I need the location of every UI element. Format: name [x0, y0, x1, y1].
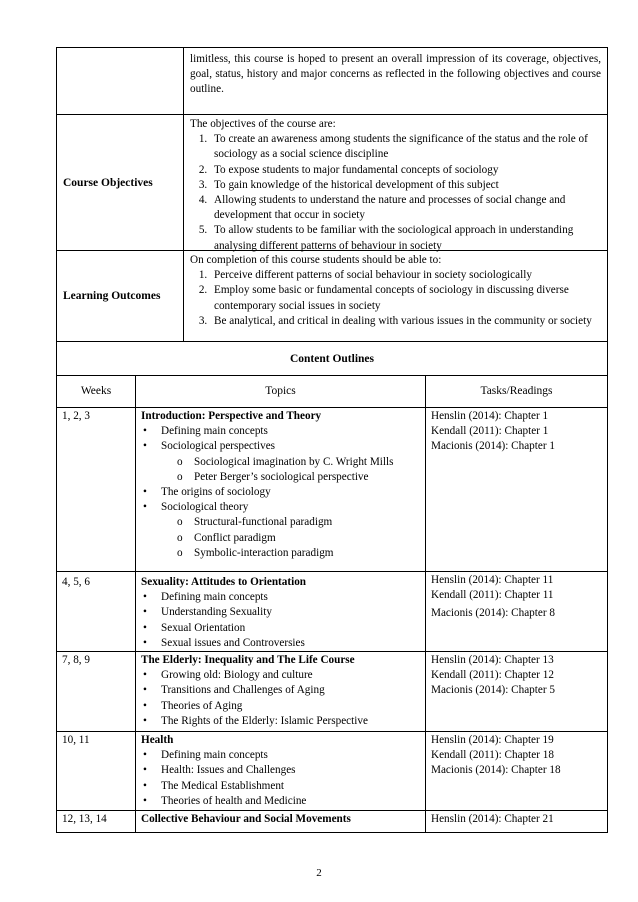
topic-title: Introduction: Perspective and Theory — [141, 410, 322, 422]
objective-item: 1. To create an awareness among students the significance of the status and the role of sociology as a social science discipline — [210, 132, 601, 162]
list-item — [141, 636, 420, 651]
subtopic-text: Sociological imagination by C. Wright Mills — [194, 455, 394, 468]
list-item — [141, 779, 420, 794]
list-item — [141, 748, 420, 763]
bullet-icon: • — [143, 486, 147, 499]
reading-text: Kendall (2011): Chapter 11 — [431, 589, 554, 601]
topics-cell — [136, 572, 426, 651]
weeks-cell: 12, 13, 14 — [57, 811, 136, 832]
outcomes-label: Learning Outcomes — [57, 251, 184, 341]
objective-item: 2. To expose students to major fundamental concepts of sociology — [210, 163, 601, 178]
list-item — [141, 794, 420, 809]
outcome-item: 3. Be analytical, and critical in dealing with various issues in the community or society — [210, 314, 601, 329]
objectives-list — [190, 132, 601, 254]
reading-text: Macionis (2014): Chapter 5 — [431, 684, 555, 696]
bullet-icon: • — [143, 699, 147, 712]
objectives-row — [57, 115, 607, 251]
topics-cell — [136, 732, 426, 810]
sub-list-item — [141, 470, 420, 485]
syllabus-table — [56, 47, 608, 833]
bullet-icon: • — [143, 591, 147, 604]
table-row — [57, 652, 607, 732]
sub-list-item — [141, 455, 420, 470]
outcomes-lead: On completion of this course students should be able to: — [190, 254, 442, 266]
reading-text: Kendall (2011): Chapter 18 — [431, 749, 554, 761]
topic-text: The Medical Establishment — [161, 779, 285, 792]
outcome-item: 2. Employ some basic or fundamental concepts of sociology in discussing diverse contemporary social issues in society — [210, 283, 601, 313]
bullet-icon: • — [143, 501, 147, 514]
topic-text: Sexual Orientation — [161, 621, 246, 634]
list-item — [141, 668, 420, 683]
list-item — [141, 621, 420, 636]
list-item — [141, 485, 420, 500]
topics-cell — [136, 408, 426, 571]
subtopic-text: Conflict paradigm — [194, 531, 276, 544]
bullet-icon: • — [143, 621, 147, 634]
weeks-cell: 7, 8, 9 — [57, 652, 136, 731]
list-item — [141, 763, 420, 778]
weeks-cell: 10, 11 — [57, 732, 136, 810]
topic-title: Sexuality: Attitudes to Orientation — [141, 576, 307, 588]
sub-list-item — [141, 531, 420, 546]
topic-text: Sociological perspectives — [161, 440, 276, 453]
outcomes-list — [190, 268, 601, 329]
bullet-icon: • — [143, 779, 147, 792]
intro-text: limitless, this course is hoped to present an overall impression of its coverage, objectives, goal, status, history and major concerns as reflected in the following objectives and course outline. — [190, 53, 601, 96]
topic-text: The origins of sociology — [161, 486, 271, 499]
bullet-icon: • — [143, 669, 147, 682]
topic-text: Defining main concepts — [161, 591, 268, 604]
page-number: 2 — [316, 867, 322, 879]
bullet-icon: • — [143, 794, 147, 807]
circle-bullet-icon: o — [177, 470, 183, 483]
bullet-icon: • — [143, 764, 147, 777]
circle-bullet-icon: o — [177, 516, 183, 529]
tasks-cell — [426, 652, 607, 731]
objectives-lead: The objectives of the course are: — [190, 118, 336, 130]
bullet-icon: • — [143, 606, 147, 619]
topic-text: Transitions and Challenges of Aging — [161, 684, 325, 697]
reading-text: Henslin (2014): Chapter 21 — [431, 813, 554, 825]
circle-bullet-icon: o — [177, 531, 183, 544]
weeks-cell: 4, 5, 6 — [57, 572, 136, 651]
subtopic-text: Structural-functional paradigm — [194, 516, 333, 529]
sub-list-item — [141, 515, 420, 530]
intro-row — [57, 48, 607, 115]
reading-text: Henslin (2014): Chapter 19 — [431, 734, 554, 746]
topics-cell — [136, 811, 426, 832]
bullet-icon: • — [143, 440, 147, 453]
weeks-header: Weeks — [57, 376, 136, 407]
objective-item: 3. To gain knowledge of the historical development of this subject — [210, 178, 601, 193]
tasks-cell — [426, 408, 607, 571]
list-item — [141, 500, 420, 515]
list-item — [141, 683, 420, 698]
outcomes-row — [57, 251, 607, 342]
table-row — [57, 732, 607, 811]
topic-text: Sociological theory — [161, 501, 249, 514]
topic-title: The Elderly: Inequality and The Life Course — [141, 654, 355, 666]
objective-item: 4. Allowing students to understand the nature and processes of social change and development that occur in society — [210, 193, 601, 223]
content-outlines-title: Content Outlines — [289, 352, 375, 365]
list-item — [141, 605, 420, 620]
subtopic-text: Peter Berger’s sociological perspective — [194, 470, 369, 483]
objective-item: 5. To allow students to be familiar with the sociological approach in understanding analysing different patterns of behaviour in society — [210, 223, 601, 253]
reading-text: Henslin (2014): Chapter 1 — [431, 410, 549, 422]
topic-title: Collective Behaviour and Social Movements — [141, 813, 351, 825]
topic-text: Defining main concepts — [161, 425, 268, 438]
table-row — [57, 811, 607, 832]
content-outlines-row — [57, 342, 607, 376]
topic-text: Defining main concepts — [161, 749, 268, 762]
topic-text: Understanding Sexuality — [161, 606, 272, 619]
table-row — [57, 408, 607, 572]
bullet-icon: • — [143, 714, 147, 727]
topics-header: Topics — [136, 376, 426, 407]
reading-text: Macionis (2014): Chapter 8 — [431, 607, 555, 619]
topic-title: Health — [141, 734, 174, 746]
column-header-row — [57, 376, 607, 408]
topic-text: Health: Issues and Challenges — [161, 764, 296, 777]
list-item — [141, 439, 420, 454]
outcome-item: 1. Perceive different patterns of social behaviour in society sociologically — [210, 268, 601, 283]
bullet-icon: • — [143, 636, 147, 649]
list-item — [141, 590, 420, 605]
topics-cell — [136, 652, 426, 731]
topic-text: Growing old: Biology and culture — [161, 669, 313, 682]
reading-text: Kendall (2011): Chapter 12 — [431, 669, 554, 681]
tasks-cell — [426, 572, 607, 651]
topic-text: Sexual issues and Controversies — [161, 636, 305, 649]
objectives-label: Course Objectives — [57, 115, 184, 250]
list-item — [141, 699, 420, 714]
subtopic-text: Symbolic-interaction paradigm — [194, 546, 334, 559]
reading-text: Kendall (2011): Chapter 1 — [431, 425, 549, 437]
topic-text: Theories of Aging — [161, 699, 243, 712]
weeks-cell: 1, 2, 3 — [57, 408, 136, 571]
objectives-content — [184, 115, 607, 250]
reading-text: Henslin (2014): Chapter 11 — [431, 574, 554, 586]
bullet-icon: • — [143, 684, 147, 697]
sub-list-item — [141, 546, 420, 561]
list-item — [141, 714, 420, 729]
bullet-icon: • — [143, 425, 147, 438]
tasks-cell — [426, 732, 607, 810]
circle-bullet-icon: o — [177, 455, 183, 468]
tasks-header: Tasks/Readings — [480, 385, 553, 397]
reading-text: Macionis (2014): Chapter 1 — [431, 440, 555, 452]
intro-label-cell — [57, 48, 184, 114]
topic-text: The Rights of the Elderly: Islamic Perspective — [161, 714, 368, 727]
outcomes-content — [184, 251, 607, 341]
bullet-icon: • — [143, 749, 147, 762]
reading-text: Henslin (2014): Chapter 13 — [431, 654, 554, 666]
table-row — [57, 572, 607, 652]
list-item — [141, 424, 420, 439]
tasks-cell — [426, 811, 607, 832]
topic-text: Theories of health and Medicine — [161, 794, 307, 807]
reading-text: Macionis (2014): Chapter 18 — [431, 764, 561, 776]
circle-bullet-icon: o — [177, 546, 183, 559]
